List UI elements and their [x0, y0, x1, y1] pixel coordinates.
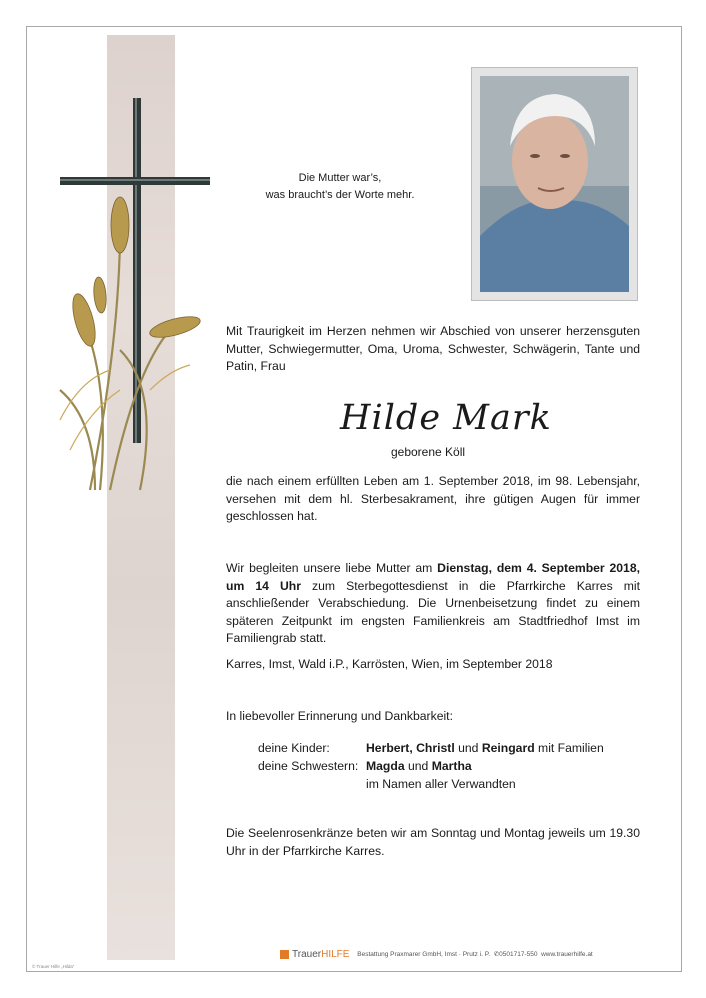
rosary-text: Die Seelenrosenkränze beten wir am Sonntag und Montag jeweils um 19.30 Uhr in der Pfarrkirche Karres.: [226, 826, 640, 858]
children-label: deine Kinder:: [258, 741, 330, 755]
sisters-label: deine Schwestern:: [258, 759, 359, 773]
sisters-names: [366, 758, 472, 776]
maiden-name: geborene Köll: [390, 445, 466, 459]
portrait-frame: [471, 67, 638, 301]
and-1: und: [454, 741, 482, 755]
remembrance-line: In liebevoller Erinnerung und Dankbarkeit:: [226, 709, 453, 723]
logo-text-2: HILFE: [321, 949, 350, 960]
funeral-prefix: Wir begleiten unsere liebe Mutter am: [226, 561, 438, 575]
portrait-photo: [480, 76, 629, 292]
footer-web: www.trauerhilfe.at: [541, 951, 593, 959]
child-1: Herbert, Christl: [366, 741, 455, 755]
funeral-time: um 14 Uhr: [226, 578, 301, 593]
child-2: Reingard: [481, 741, 535, 755]
funeral-rest: zum Sterbegottesdienst in die Pfarrkirche Karres mit anschließender Verabschiedung. Die Urnenbeisetzung findet zu einem späteren Zeitpunkt im engsten Familienkreis am Stadtfriedhof Imst im Familiengrab statt.: [226, 578, 640, 645]
place-date: Karres, Imst, Wald i.P., Karrösten, Wien, im September 2018: [226, 657, 553, 671]
credit-text: © Trauer Hilfe „Hilda“: [32, 964, 75, 969]
deceased-name: Hilde Mark: [340, 398, 552, 438]
quote-line-1: Die Mutter war’s,: [298, 172, 382, 184]
funeral-text: [226, 560, 640, 648]
footer-phone: ✆0501717-550: [493, 951, 538, 959]
funeral-date: Dienstag, dem 4. September 2018,: [437, 561, 640, 575]
sister-1: Magda: [366, 759, 405, 773]
children-suffix: mit Familien: [534, 741, 604, 755]
logo-text-1: Trauer: [292, 949, 322, 960]
death-text: die nach einem erfüllten Leben am 1. September 2018, im 98. Lebensjahr, versehen mit dem hl. Sterbesakrament, ihre gütigen Augen für immer geschlossen hat.: [226, 474, 640, 523]
quote-line-2: was braucht’s der Worte mehr.: [265, 189, 415, 201]
and-2: und: [404, 759, 432, 773]
children-names: [366, 740, 604, 758]
trauerhilfe-logo-icon: [280, 950, 289, 959]
sister-2: Martha: [431, 759, 472, 773]
footer-company: Bestattung Praxmarer GmbH, Imst · Prutz i. P.: [357, 951, 491, 959]
quote: [250, 170, 430, 204]
footer: [280, 949, 593, 960]
intro-text: Mit Traurigkeit im Herzen nehmen wir Abschied von unserer herzensguten Mutter, Schwiegermutter, Oma, Uroma, Schwester, Schwägerin, Tante und Patin, Frau: [226, 324, 640, 373]
relatives-text: im Namen aller Verwandten: [366, 777, 516, 791]
